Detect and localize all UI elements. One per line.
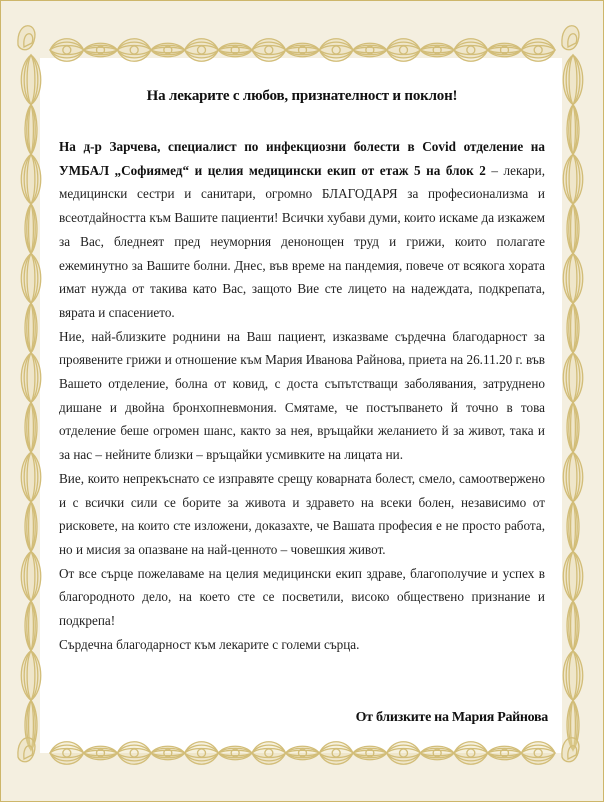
paragraph-mission: Вие, които непрекъснато се изправяте срещу коварната болест, смело, самоотвержено и с всички сили се борите за живота и здравето на всеки болен, независимо от рисковете, на които сте изложени, доказахте, че Вашата професия е не просто работа, но и мисия за опазване на най-ценното – човешкия живот. bbox=[59, 470, 545, 557]
intro-text: – лекари, медицински сестри и санитари, огромно БЛАГОДАРЯ за професионализма и всеотдайността към Вашите пациенти! Всички хубави думи, които искаме да изкажем за Вас, бледнеят пред неуморния денонощен труд и грижи, които полагате ежеминутно за Вашите болни. Днес, във време на пандемия, повече от всякога хората имат нужда от такива като Вас, защото Вие сте лицето на надеждата, подкрепата, вярата и спасението. bbox=[59, 162, 545, 320]
paragraph-relatives: Ние, най-близките роднини на Ваш пациент, изказваме сърдечна благодарност за проявените грижи и отношение към Мария Иванова Райнова, приета на 26.11.20 г. във Вашето отделение, болна от ковид, с доста съпътстващи заболявания, затруднено дишане и двойна бронхопневмония. Смятаме, че постъпването й точно в това отделение беше огромен шанс, както за нея, връщайки желанието й за живот, така и за нас – нейните близки – връщайки усмивките на лицата ни. bbox=[59, 328, 545, 463]
paragraph-gratitude: Сърдечна благодарност към лекарите с големи сърца. bbox=[59, 636, 360, 652]
paragraph-wishes: От все сърце пожелаваме на целия медицински екип здраве, благополучие и успех в благородното дело, на което сте се посветили, високо обществено признание и подкрепа! bbox=[59, 565, 545, 629]
intro-paragraph bbox=[59, 135, 545, 325]
signature: От близките на Мария Райнова bbox=[355, 710, 548, 725]
letter-body bbox=[59, 135, 545, 656]
intro-addressee: На д-р Зарчева, специалист по инфекциозни болести в Covid отделение на УМБАЛ „Софиямед“ и целия медицински екип от етаж 5 на блок 2 bbox=[59, 139, 545, 178]
letter-title: На лекарите с любов, признателност и поклон! bbox=[146, 88, 458, 104]
